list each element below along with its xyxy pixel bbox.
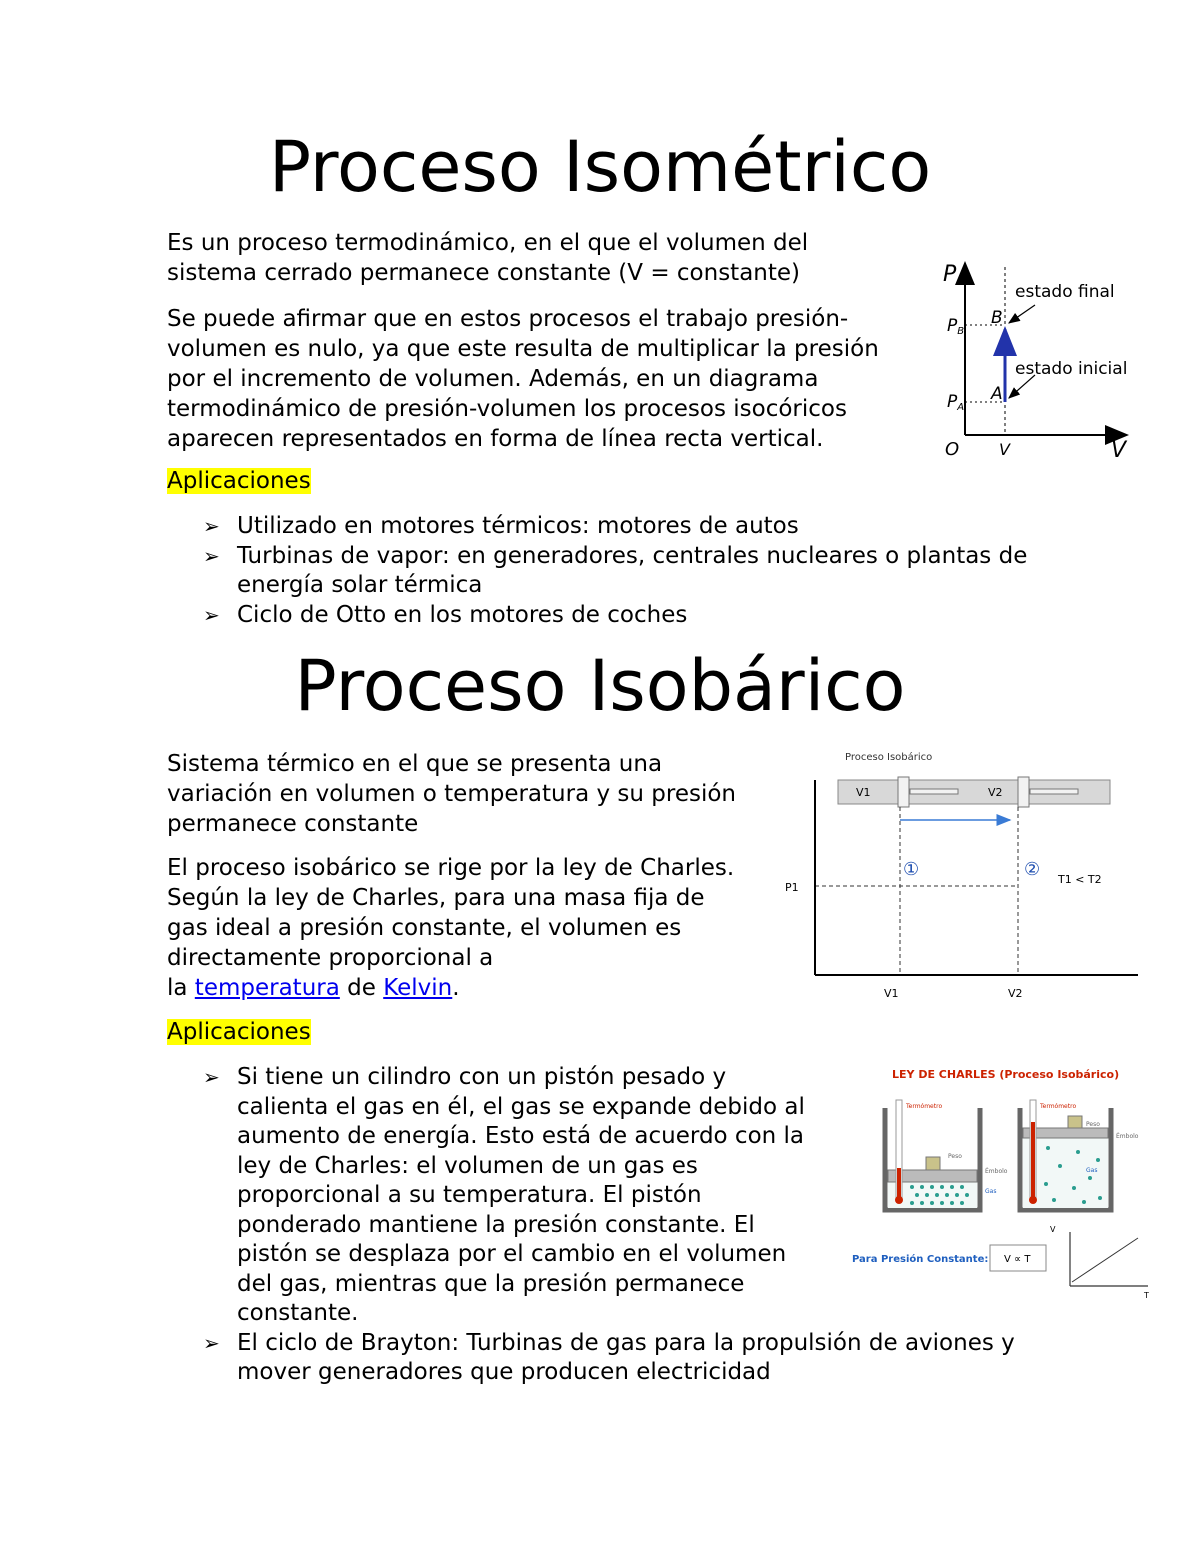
isobaric-applications-heading: Aplicaciones [167, 1019, 311, 1045]
isobaric-charles-law: El proceso isobárico se rige por la ley de Charles. Según la ley de Charles, para una masa fija de gas ideal a presión constante, el volumen es directamente proporcional a la temperatura de Kelvin. [167, 855, 735, 1001]
piston-label-left: Émbolo [985, 1168, 1008, 1175]
final-state-pointer [1009, 305, 1035, 323]
page-title-isometric: Proceso Isométrico [268, 126, 932, 208]
weight-right [1068, 1116, 1082, 1128]
arrow-bullet-icon: ➢ [203, 1330, 220, 1355]
gas-label-right: Gas [1086, 1167, 1098, 1174]
isobaric-definition: Sistema térmico en el que se presenta una variación en volumen o temperatura y su presión permanece constante [167, 751, 737, 837]
piston-label-right: Émbolo [1116, 1133, 1139, 1140]
mini-proportional-line [1072, 1238, 1138, 1282]
isometric-applications-heading: Aplicaciones [167, 468, 311, 494]
list-item: ➢ Turbinas de vapor: en generadores, centrales nucleares o plantas de energía solar térmica [203, 542, 1028, 598]
temperatura-link[interactable]: temperatura [194, 975, 340, 1001]
weight-label-left: Peso [948, 1153, 962, 1160]
v1-box-label: V1 [856, 786, 871, 799]
v2-axis-label: V2 [1008, 987, 1023, 1000]
isometric-explanation: Se puede afirmar que en estos procesos el trabajo presión-volumen es nulo, ya que este resulta de multiplicar la presión por el incremento de volumen. Además, en un diagrama termodinámico de presión-volumen los procesos isocóricos aparecen representados en forma de línea recta vertical. [167, 306, 879, 452]
piston-rod-v2 [1030, 789, 1078, 794]
thermometer-level-right [1031, 1122, 1035, 1200]
relation-label: V ∝ T [1004, 1254, 1031, 1265]
v-tick-label: V [999, 440, 1010, 459]
mini-t-label: T [1144, 1291, 1149, 1300]
list-item: ➢ Si tiene un cilindro con un pistón pesado y calienta el gas en él, el gas se expande debido al aumento de energía. Esto está de acuerdo con la ley de Charles: el volumen de un gas es proporcional a su temperatura. El pistón ponderado mantiene la presión constante. El pistón se desplaza por el cambio en el volumen del gas, mientras que la presión permanece constante. [203, 1064, 805, 1326]
page-title-isobaric: Proceso Isobárico [294, 645, 906, 727]
p1-label: P1 [785, 881, 799, 894]
pa-label: PA [947, 392, 965, 413]
list-item: ➢ El ciclo de Brayton: Turbinas de gas para la propulsión de aviones y mover generadores que producen electricidad [203, 1329, 1015, 1385]
point-a-label: A [991, 384, 1003, 404]
charles-law-illustration [848, 1060, 1153, 1305]
temperature-relation-label: T1 < T2 [1058, 873, 1102, 886]
thermometer-level-left [897, 1168, 901, 1200]
state-1-label: ① [903, 859, 920, 880]
piston-v2 [1018, 777, 1029, 807]
initial-state-label: estado inicial [1015, 359, 1128, 379]
isometric-pv-diagram [935, 255, 1145, 465]
thermometer-label-right: Termómetro [1040, 1103, 1077, 1110]
arrow-bullet-icon: ➢ [203, 602, 220, 627]
kelvin-link[interactable]: Kelvin [383, 975, 453, 1001]
isometric-applications-list [167, 512, 1047, 630]
p-axis-label: P [943, 262, 957, 287]
weight-label-right: Peso [1086, 1121, 1100, 1128]
piston-v1 [898, 777, 909, 807]
gas-label-left: Gas [985, 1188, 997, 1195]
list-item: ➢ Ciclo de Otto en los motores de coches [167, 601, 1047, 631]
point-b-label: B [991, 308, 1003, 328]
piston-rod-v1 [910, 789, 958, 794]
isobaric-diagram-title: Proceso Isobárico [845, 752, 933, 763]
mini-v-label: V [1050, 1225, 1056, 1234]
final-state-label: estado final [1015, 282, 1115, 302]
isobaric-diagram [780, 745, 1145, 1005]
thermometer-label-left: Termómetro [906, 1103, 943, 1110]
isometric-definition: Es un proceso termodinámico, en el que el volumen del sistema cerrado permanece constante (V = constante) [167, 230, 809, 286]
thermometer-bulb-right [1029, 1196, 1037, 1204]
v1-axis-label: V1 [884, 987, 899, 1000]
weight-left [926, 1157, 940, 1170]
constant-pressure-label: Para Presión Constante: [852, 1254, 989, 1265]
list-item: ➢ Utilizado en motores térmicos: motores de autos [167, 512, 1047, 542]
v-axis-label: V [1111, 438, 1127, 463]
v2-box-label: V2 [988, 786, 1003, 799]
origin-label: O [945, 439, 960, 460]
arrow-bullet-icon: ➢ [203, 1065, 220, 1089]
arrow-bullet-icon: ➢ [203, 514, 220, 538]
arrow-bullet-icon: ➢ [203, 543, 220, 568]
charles-title: LEY DE CHARLES (Proceso Isobárico) [892, 1068, 1120, 1081]
pb-label: PB [947, 316, 965, 337]
state-2-label: ② [1024, 859, 1041, 880]
thermometer-bulb-left [895, 1196, 903, 1204]
